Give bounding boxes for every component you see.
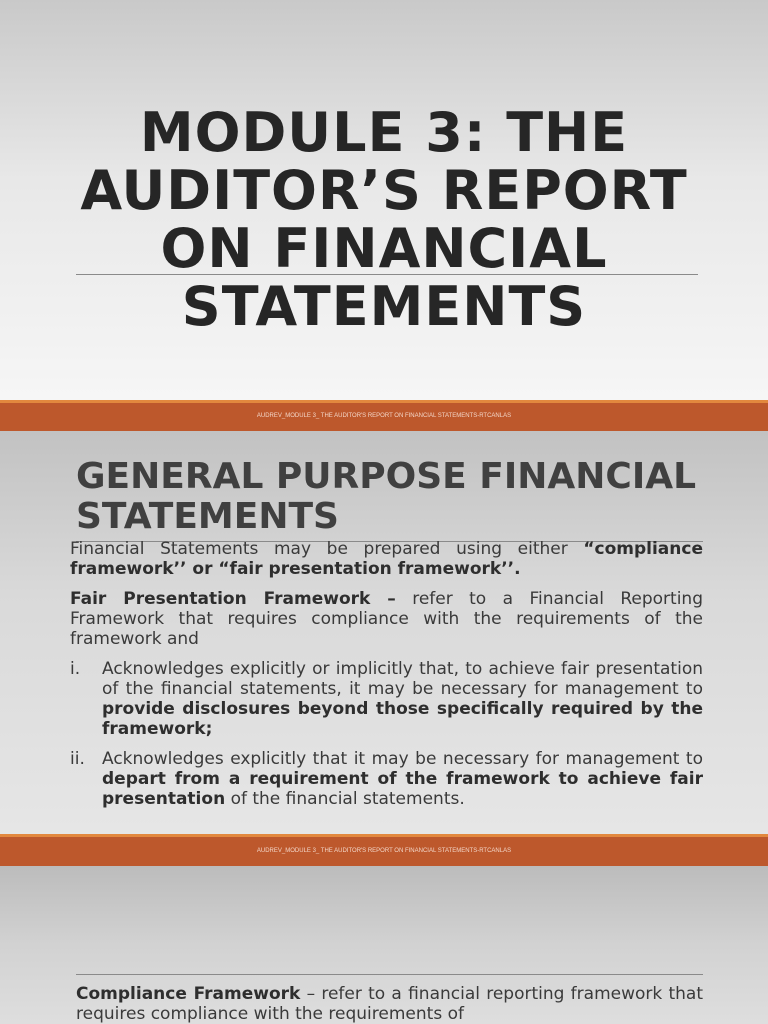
heading-divider [76, 974, 703, 975]
list-item [70, 749, 703, 809]
slide-body [70, 539, 703, 819]
list-item-text: Acknowledges explicitly that it may be necessary for management to depart from a requirement of the framework to achieve fair presentation of the financial statements. [102, 749, 703, 809]
slide-footer-band [0, 834, 768, 866]
title-slide [0, 0, 768, 400]
compliance-slide [0, 866, 768, 1024]
module-title: MODULE 3: THE AUDITOR’S REPORT ON FINANCIAL STATEMENTS [80, 101, 688, 338]
slide-footer-band [0, 400, 768, 431]
list-item-number: i. [70, 659, 81, 679]
title-divider [76, 274, 698, 275]
list-item-text: Acknowledges explicitly or implicitly that, to achieve fair presentation of the financial statements, it may be necessary for management to provide disclosures beyond those specifically required by the framework; [102, 659, 703, 739]
intro-paragraph: Financial Statements may be prepared using either “compliance framework’’ or “fair presentation framework’’. [70, 539, 703, 579]
list-item-number: ii. [70, 749, 85, 769]
fair-presentation-paragraph: Fair Presentation Framework – refer to a Financial Reporting Framework that requires compliance with the requirements of the framework and [70, 589, 703, 649]
slide-heading: GENERAL PURPOSE FINANCIAL STATEMENTS [76, 456, 697, 537]
footer-text: AUDREV_MODULE 3_ THE AUDITOR'S REPORT ON FINANCIAL STATEMENTS-RTCANLAS [256, 413, 512, 419]
footer-text: AUDREV_MODULE 3_ THE AUDITOR'S REPORT ON FINANCIAL STATEMENTS-RTCANLAS [256, 848, 512, 854]
compliance-paragraph: Compliance Framework – refer to a financial reporting framework that requires compliance with the requirements of [76, 984, 703, 1024]
list-item [70, 659, 703, 739]
general-purpose-slide [0, 431, 768, 834]
